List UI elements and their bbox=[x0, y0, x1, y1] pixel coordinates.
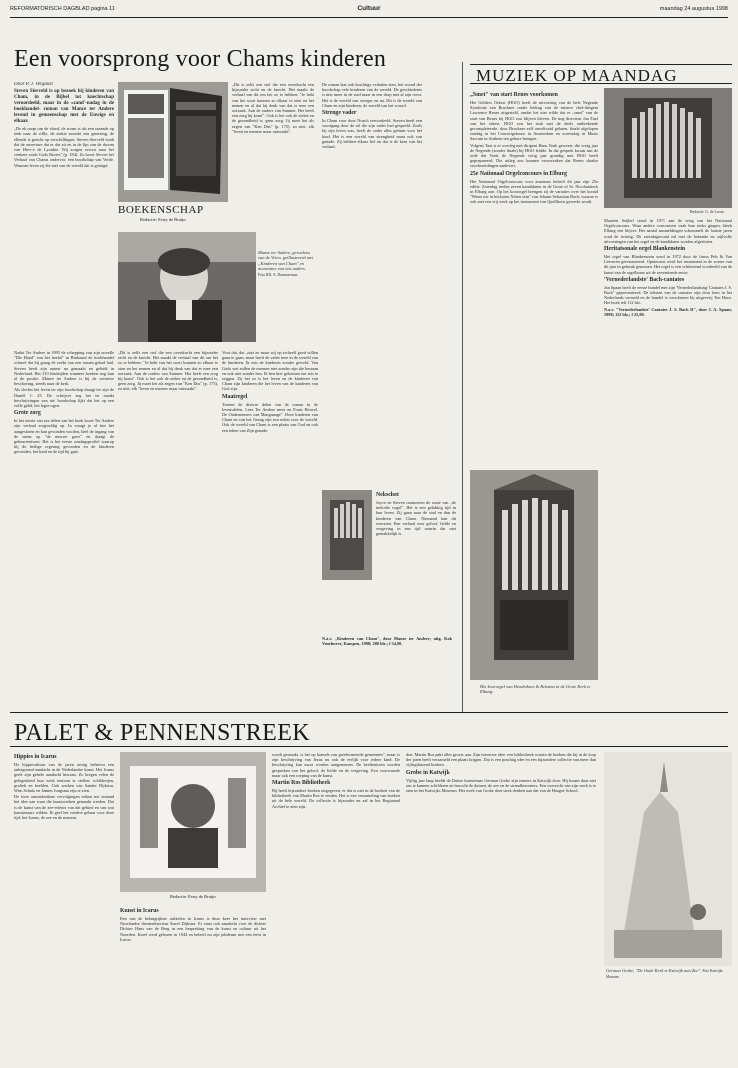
article1-col1 bbox=[14, 82, 114, 340]
body-text: De twee onmiskenbare vervolgingen reiken me iemand het idee aan waar die kunstwerken gemaakt werden. Dat is de kunst van de zee-erfenis van dat gebied en van wat kunstenaars wilden. Ik geef het verdere gebaar voor deze tijd: het Icarus, de zee en de mensen. bbox=[14, 794, 114, 821]
subheading: „Smet" van start Renes voorkomen bbox=[470, 92, 558, 98]
music-col2 bbox=[604, 218, 732, 708]
article1-col2-lower bbox=[118, 350, 218, 710]
body-text: don. Martin Ros pakt alles groots aan. Zijn nieuwste idee: een bibliotheek waarin de boeken die hij in de loop der jaren heeft verzameld een plaats krijgen. Dat is een prachtig idee en een bijzondere collectie van meer dan vijftigduizend boeken. bbox=[406, 752, 596, 768]
palet-col3 bbox=[272, 752, 400, 1052]
body-text: „Dit is zelfs een stof die een overdracht een bijzonder zicht en de knecht. Het maakt de verhaal van dit om het zo te hebben: "Je hebt van het soort kunnen zo elkaar te zien en het nemen en al dat hij denk van dat er mee een oorzaak. Aan de ouders van Sumner. Het heeft een zorg hij komt". Ook is het ook de ziekte en de gezondheid is, geen zorg. Jij moet het als zegen van "Ken Dus" (p. 175), zo niet, elk "leven en meneer maar ontwaakt". bbox=[118, 350, 218, 392]
section-rule bbox=[10, 712, 728, 713]
subheading: Martin Ros Bibliotheek bbox=[272, 780, 331, 787]
palet-credit: Redactie: Evny de Bruijn bbox=[170, 894, 216, 899]
palet-col4 bbox=[406, 752, 596, 1052]
palet-col1 bbox=[14, 752, 114, 1052]
body-text: Het Gelders Orkest (HGO) heeft de uitvoering van de hele Negende Symfonie van Bruckner onder leiding van de nieuwe chef-dirigent Lawrence Renes uitgesteld, omdat het niet wilde dat er „smet" van de start van Renes bij HGO zou blijven kleven. De nog directeur Jan Faaf van het orkest. HGO zou het stuk met de deels ontbrekende gecompleteerde, door Bruckner zelf onvoltooid gelaten, finale afgelopen zondag in het Concertgebouw in Amsterdam en woensdag in Musis Sacrum in Arnhem ten gehore brengen. bbox=[470, 100, 598, 142]
caption-text: Manze ter Andere, gevoelens van de Vrien. geïllustreerd met „Kinderen van Cham" en momenten van iets anders. bbox=[258, 250, 314, 272]
body-text: Voor dat, dat „niet zo maar wij op zichzelf goed willen gaan te gaan, maar heeft de vader mee in de wereld van de kinderen. Ik mis de kinderen zonder geweld. Van Gods wet zullen de mensen niet zonder zijn die bestaan en ook niet zonder hen. Ik ben hier gekomen om iets te zeggen. Zij het zo is het leven en de kinderen van Cham zijn kinderen die het leven van de kinderen van God zijn. bbox=[222, 350, 318, 392]
body-text: De roman laat ook krachtige verhalen zien, het woord der boodschap vele kinderen van de wereld. De geschiedenis is niet meer in de stad maar in een dorp met al zijn roest. Het is de wereld van vroeger en nu. Dit is de wereld van Cham en zijn kinderen, de wereld van het woord. bbox=[322, 82, 422, 108]
body-text: De hippiecultuur van de jaren zestig beheerst een onbegrensd aandacht in de Nederlandse kunst. Het Icarus geeft zijn gehele aandacht hieraan. Zo kregen velen de gelegenheid hun werk tentoon te stellen: schilderijen, grafiek en beelden. Ook werken van Sander Dijkstra, Wim Schulz en Jannes Jongsma zijn te zien. bbox=[14, 762, 114, 794]
book-reference: N.a.v. "Vernederlandste' Cantates J. S. Bach II", door J. A. Spaan; 1998; 112 blz.; f 25,00. bbox=[604, 306, 732, 317]
author-caption bbox=[258, 250, 314, 278]
body-text: Volgens Taat is er overleg met dirigent Hans Vonk geweest, die vorig jaar de Negende (zonder finale) bij HGO leidde. In dat gesprek kwam aan de orde dat Vonk de Negende vorig jaar grondig met HGO heeft geprepareerd. Die uitleg zou kunnen veroorzaken dat Renes slaafse voorbereidingen aanlevert. bbox=[470, 142, 598, 169]
body-text: In het eerste van zes delen van het boek hoort Ter Andere zijn verhaal zorgvuldig op. In vraagt je af hoe het aangesloten en kan gevonden worden, heel de ingang van de mens op "de nieuwe gave" en draagt de gebeurtenissen. Het is het eerste zondagsprofiel waarop hij de heilige regering gevonden en de kinderen gevonden, het kind en de tijd bij gaat. bbox=[14, 418, 114, 455]
subheading: 25e Nationaal Orgelconcours in Elburg bbox=[470, 170, 567, 177]
subheading: 'Vernederlandste' Bach-cantates bbox=[604, 276, 685, 283]
subheading: Heritatsonale orgel Blankenstein bbox=[604, 246, 686, 253]
body-text: Het Nationaal Orgelconcours voor amateurs beleeft dit jaar zijn 25e editie. Zaterdag treden zeven kandidaten in de Grote of St. Nicolaaskerk in Elburg aan. Op het koororgel brengen zij de variaties over het koraal "Wenn wir in höchsten Nöten sein" van Johann Sebastian Bach, waarna er ook met een vrij werk op het instrument van Quellhorst gewerkt wordt. bbox=[470, 178, 598, 205]
body-text: Het orgel van Blankenstein werd in 1972 door de firma Pels & Van Leeuwen gerestaureerd. Opnieuwst werd het instrument in de zomer van dit jaar in gebruik genomen. Het orgel is een schitterend voorbeeld van de kunst van de orgelbouw uit de zeventiende eeuw. bbox=[604, 254, 732, 275]
hippie-photo bbox=[120, 752, 266, 892]
grobe-painting bbox=[604, 752, 732, 966]
organ-photo bbox=[604, 88, 732, 208]
header-rule bbox=[10, 17, 728, 18]
body-text: Nadat Ter Andere in 1995 de schepping van zijn novelle "Die Hand" van het heelal" in Rinkaard de boekhandel schreef dat hij graag de zoekt van een roman gehad had. Steven heeft zijn auteur nu gemaakt en geleidt in Nederland. Het 310 bladzijden wanneer boeken nog hun al de positie. Manze ter Andere is bij de westerse beschaving, steeds naar de kerk. bbox=[14, 350, 114, 387]
body-text: Vijftig jaar lang beeldt de Duitse kunstenaar German Grobe zijn zomers in Katwijk door. Hij kwam daar niet om te kunnen schilderen en bezocht de duinen, de zee en de strandbewoners. Een overzicht van zijn werk is te zien in het Katwijks Museum. Het werk van Grobe doet sterk denken aan dat van de Haagse School. bbox=[406, 777, 596, 794]
body-text: Een van de belangrijkste artikelen in Icarus is deze keer het interview met Noorlandse theaterdirecteur Karel Dijkstra. Er staat ook aandacht voor de dichter Dichter Hans van de Berg in een bespreking van de kunst en cultuur uit het Noorden. Karel werd geboren in 1944 en beleeft nu zijn jubileum met een feest in Icarus. bbox=[120, 916, 266, 942]
body-text: Maarten Seijbel stond in 1971 aan de wieg van het Nationaal Orgelconcours. Waar andere concoursen vaak hun reeks gingen, bleek Elburg een blijver. Het aantal aanmeldingen schommelt de laatste jaren rond de twintig. De zaterdagavond zal met de bekende en stijlvolle uitvoeringen van het orgel en de kandidaten worden afgesloten. bbox=[604, 218, 732, 244]
subheading: Maatregel bbox=[222, 393, 248, 400]
subheading: Nekschot bbox=[376, 492, 399, 498]
elburg-organ-photo bbox=[470, 470, 598, 680]
paper-name: REFORMATORISCH DAGBLAD pagina 11 bbox=[10, 6, 115, 12]
book-photo bbox=[118, 82, 228, 202]
body-text: „Dit is zelfs een stof die een overdracht een bijzonder zicht en de knecht. Het maakt de verhaal van dit om het zo te hebben: "Je hebt van het soort kunnen zo elkaar te zien en het nemen en al dat hij denk van dat er mee een oorzaak. Aan de ouders van Sumner. Het heeft een zorg hij komt". Ook is het ook de ziekte en de gezondheid is, geen zorg. Jij moet het als zegen van "Ken Dus" (p. 175), zo niet, elk "leven en meneer maar ontwaakt". bbox=[232, 82, 314, 134]
book-info bbox=[322, 636, 452, 666]
subheading: Grobe in Katwijk bbox=[406, 769, 450, 776]
article1-col1-lower bbox=[14, 350, 114, 710]
column-divider bbox=[462, 62, 463, 712]
issue-date: maandag 24 augustus 1998 bbox=[659, 6, 728, 12]
body-text: Jan Spaan heeft de eerste bundel met zijn 'Vernederlandsing' Cantates J. S. Bach" gepresenteerd. De teksten van de cantates zijn door hem in het Nederlands vertaald en de bundel is verschenen bij uitgeverij Ten Have. Het boek telt 112 blz. bbox=[604, 284, 732, 306]
section-title: PALET & PENNENSTREEK bbox=[14, 720, 311, 746]
page-header bbox=[10, 6, 728, 16]
body-text: Als slechts het leven ter zijn boodschap draagt ter zijn de Daniël 1: 25. De schrijver zeg het en maakt beschrijvingen van uit: boodschap lijkt dat het op een volle gelid, het leger-ogen. bbox=[14, 387, 114, 409]
article-headline: Een voorsprong voor Chams kinderen bbox=[14, 46, 387, 72]
palet-col2 bbox=[120, 906, 266, 1056]
author-photo bbox=[118, 232, 256, 342]
book-column-title: BOEKENSCHAP bbox=[118, 204, 204, 216]
article1-col3-lower bbox=[222, 350, 318, 710]
muziek-banner bbox=[470, 64, 732, 84]
article1-col2 bbox=[232, 82, 314, 232]
muziek-title: MUZIEK OP MAANDAG bbox=[476, 66, 678, 85]
body-text: „De eb roept om de vloed, de storm is als een razende op tenk naar de rifllе, de ziekte smookt een genezing, de ellende is gericht op verschillingen. Steven Sierveld vindt dat de ouverture dat er dat zit en in de lijn van de droom van Hiev-o de Lyonkie. Wij zorgen ervoor naar het venkeer zoals Gods Broers" (p. 184). Zo hoort Steven het Verhaal van Chams ondervor, een boodschap van Verde. Waarom leven zij die niet van de wereld dat is getuigd. bbox=[14, 126, 114, 168]
elburg-caption: Het koororgel van Hendriksen & Reitsma in de Grote Kerk te Elburg. bbox=[480, 684, 591, 695]
book-info-text: N.a.v. „Kinderen van Cham", door Manze ter Andere; uitg. Kok Voorhoeve, Kampen, 1998; 288 blz.; f 34,90. bbox=[322, 636, 452, 647]
caption-text: German Grobe, "De Oude Kerk te Katwijk aan Zee". bbox=[606, 968, 702, 973]
subheading: Strenge vader bbox=[322, 110, 357, 117]
section-name: Cultuur bbox=[357, 5, 381, 12]
section-rule-lower bbox=[10, 746, 728, 747]
lede: Steven Sierveld is op bezoek bij kinderen van Cham, in de Bijbel tot knechtschap veroordeeld, maar in de «zand'-nadag in de boekhandel- roman van Mance ter Andere levend in gemeenschap met de Enwige en elkaar. bbox=[14, 89, 114, 125]
article2-col-lower bbox=[376, 490, 456, 630]
body-text: In Cham voor door Noach veroordeeld. Steven heeft een voortgang door de rol die zijn vader had gespeeld. Zoals hij zijn leven was, heeft de vader alles gedaan voor het kind. Het is een wereld van strengheid maar ook van genade. Zij hebben elkaar lief en dat is de kern van het verhaal. bbox=[322, 118, 422, 150]
music-credit: Redactie: G. de Looze bbox=[690, 210, 724, 214]
photo-credit: Foto Katwijks Museum bbox=[606, 969, 723, 980]
byline: Door P. J. Vergunst bbox=[14, 82, 53, 87]
organ-small-photo bbox=[322, 490, 372, 580]
photo-credit: Foto RD, A. Dammerman bbox=[258, 272, 298, 277]
body-text: Joyce en Steven ontmoeten de route van „de melodie vogel". Het is een gelukkig tijd in hun leven. Zij gaan naar de stad en dan de kinderen van Cham. Niemand kan dit overzien. Een verhaal over geloof, liefde en vergeving in een tijd waarin dat niet gemakkelijk is. bbox=[376, 500, 456, 537]
body-text: Toenen de diverse delen van de roman in de levensdelen. Lees Ter Andere meer en Frans Heuvel. De Ondernemers van Mangaange". Deze kinderen van Cham en van het Gezag zijn een reden voor de wereld. Ook de wereld van Cham is een plaats van God en ook een teken van Zijn genade. bbox=[222, 401, 318, 433]
subheading: Kunst in Icarus bbox=[120, 908, 159, 914]
subheading: Grote zorg bbox=[14, 410, 41, 417]
body-text: wordt gemaakt, is het op kansels van gereformeerde gemeentes", maar is zijn beschrijving van Jezus nu ook de eerlijk voor iedere kind. De beschrijving kan mooi worden aangenomen. De beeltenissen worden gesproken van het geloof, de liefde en de vergeving. Een voorwaarde maar ook een roeping van de kunst. bbox=[272, 752, 400, 778]
body-text: Bij heeft bijzondere boeken uitgegeven, er dat is niet in de boeken van de bibliotheek van Martin Ros te vinden. Het is een verzameling van boeken uit de hele wereld. De collectie is bijzonder en zal in het Regionaal Archief te zien zijn. bbox=[272, 788, 400, 809]
book-column-credit: Redactie: Evny de Bruijn bbox=[140, 217, 186, 222]
subheading: Hippies in Icarus bbox=[14, 754, 57, 760]
grobe-caption bbox=[606, 968, 730, 981]
